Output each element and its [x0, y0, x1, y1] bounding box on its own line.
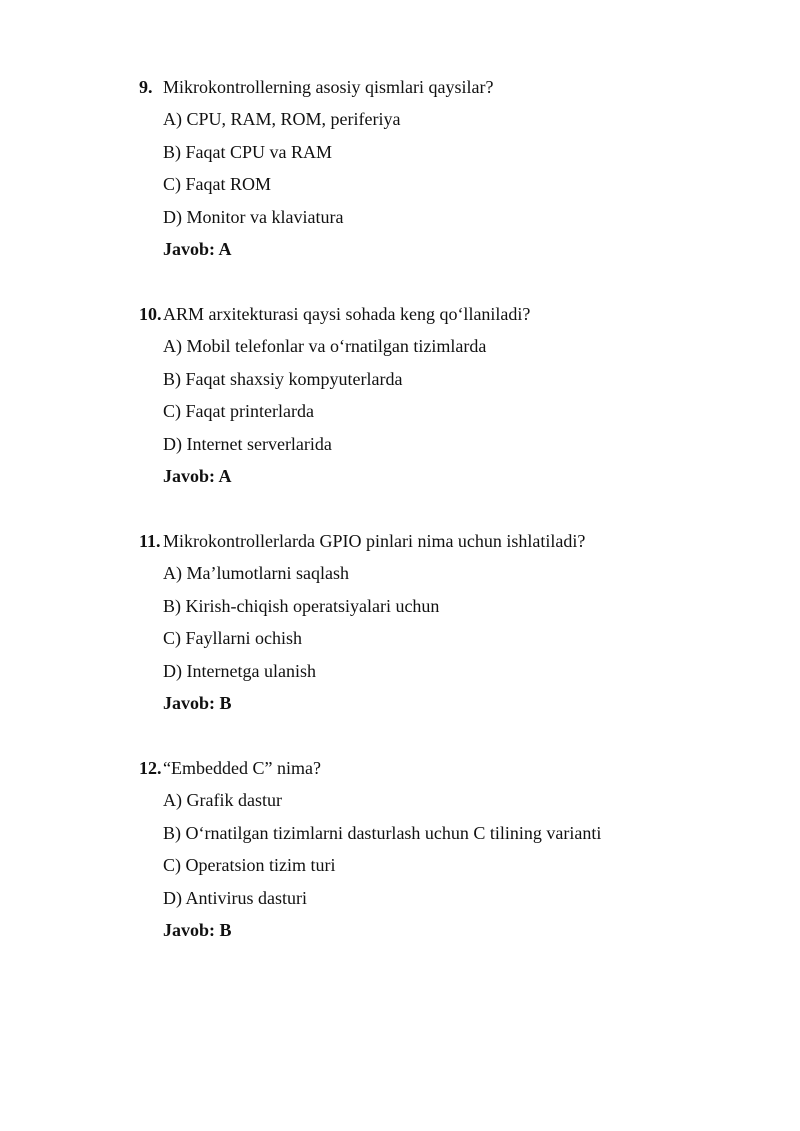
option-c: C) Fayllarni ochish — [163, 628, 302, 649]
answer: Javob: A — [163, 465, 232, 486]
option-d: D) Internet serverlarida — [163, 433, 332, 454]
question-text: Mikrokontrollerlarda GPIO pinlari nima uchun ishlatiladi? — [163, 531, 586, 551]
option-c: C) Operatsion tizim turi — [163, 855, 336, 876]
question-11 — [139, 530, 759, 724]
question-line — [139, 303, 759, 335]
answer: Javob: B — [163, 692, 232, 713]
question-10 — [139, 303, 759, 497]
question-text: “Embedded C” nima? — [163, 758, 321, 778]
option-a: A) Grafik dastur — [163, 790, 282, 811]
question-line — [139, 530, 759, 562]
option-c: C) Faqat ROM — [163, 174, 271, 195]
option-a: A) CPU, RAM, ROM, periferiya — [163, 109, 401, 130]
question-9 — [139, 76, 759, 270]
question-text: Mikrokontrollerning asosiy qismlari qaysilar? — [163, 77, 494, 97]
option-a: A) Ma’lumotlarni saqlash — [163, 563, 349, 584]
option-c: C) Faqat printerlarda — [163, 401, 314, 422]
option-d: D) Antivirus dasturi — [163, 887, 307, 908]
option-d: D) Internetga ulanish — [163, 660, 316, 681]
question-number: 11. — [139, 531, 161, 551]
question-12 — [139, 757, 759, 951]
option-d: D) Monitor va klaviatura — [163, 206, 344, 227]
option-b: B) Kirish-chiqish operatsiyalari uchun — [163, 595, 440, 616]
option-b: B) Faqat shaxsiy kompyuterlarda — [163, 368, 403, 389]
option-b: B) Faqat CPU va RAM — [163, 141, 333, 162]
answer: Javob: A — [163, 238, 232, 259]
question-number: 12. — [139, 758, 162, 778]
option-b: B) O‘rnatilgan tizimlarni dasturlash uchun C tilining varianti — [163, 822, 602, 843]
answer: Javob: B — [163, 919, 232, 940]
question-number: 9. — [139, 77, 153, 97]
question-number: 10. — [139, 304, 162, 324]
option-a: A) Mobil telefonlar va o‘rnatilgan tizimlarda — [163, 336, 487, 357]
question-line — [139, 76, 759, 108]
question-line — [139, 757, 759, 789]
question-text: ARM arxitekturasi qaysi sohada keng qo‘llaniladi? — [163, 304, 531, 324]
